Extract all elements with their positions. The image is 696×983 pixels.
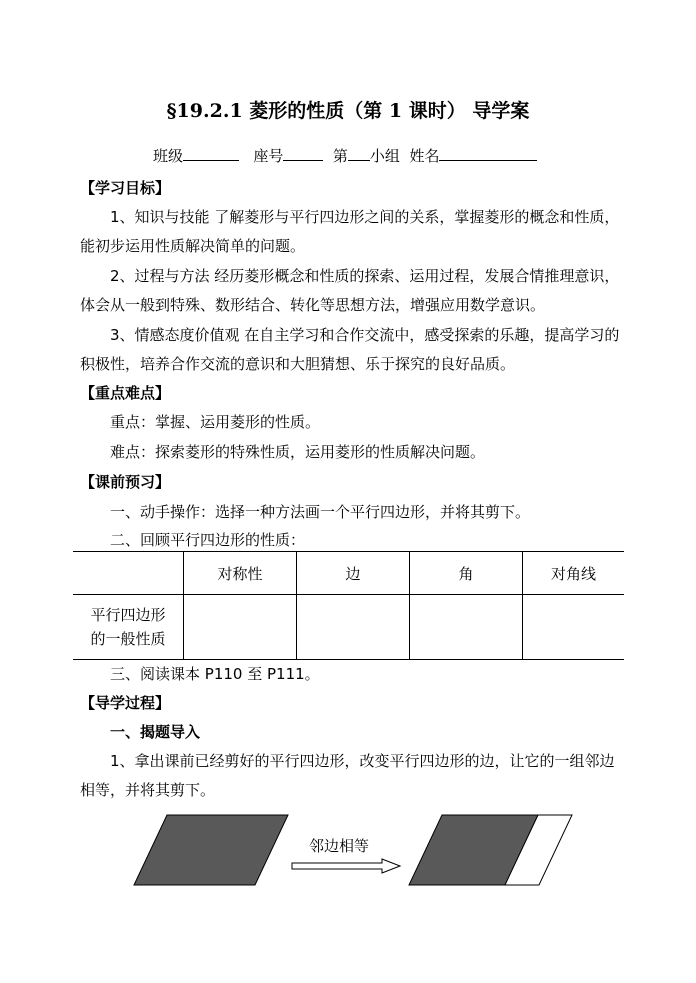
table-header-cell: 对角线 (523, 552, 625, 595)
arrow-label: 邻边相等 (309, 837, 370, 855)
table-header-cell: 边 (297, 552, 410, 595)
angles-cell[interactable] (410, 595, 523, 660)
name-label: 姓名 (409, 147, 440, 165)
preview-step-1: 一、动手操作：选择一种方法画一个平行四边形，并将其剪下。 (110, 503, 531, 521)
objective-1: 1、知识与技能 了解菱形与平行四边形之间的关系，掌握菱形的概念和性质，能初步运用性质解决简单的问题。 (80, 208, 620, 255)
seat-label: 座号 (253, 147, 284, 165)
objectives-heading: 【学习目标】 (80, 179, 171, 197)
group-blank[interactable] (348, 146, 370, 161)
group-prefix: 第 (332, 147, 348, 165)
process-sub-heading: 一、揭题导入 (110, 723, 201, 741)
preview-heading: 【课前预习】 (80, 473, 171, 491)
row-label (73, 595, 184, 660)
focus-point: 重点：掌握、运用菱形的性质。 (110, 413, 321, 431)
class-label: 班级 (153, 147, 184, 165)
right-arrow-icon (292, 859, 400, 873)
table-header-cell: 角 (410, 552, 523, 595)
student-info-line (153, 146, 537, 166)
preview-step-3: 三、阅读课本 P110 至 P111。 (110, 665, 320, 683)
preview-step-2: 二、回顾平行四边形的性质： (110, 531, 306, 549)
objective-2: 2、过程与方法 经历菱形概念和性质的探索、运用过程，发展合情推理意识，体会从一般到特殊、数形结合、转化等思想方法，增强应用数学意识。 (80, 267, 620, 314)
parallelogram-properties-table (73, 551, 624, 660)
symmetry-cell[interactable] (184, 595, 297, 660)
process-item-1: 1、拿出课前已经剪好的平行四边形，改变平行四边形的边，让它的一组邻边相等，并将其剪下。 (80, 752, 615, 799)
page-title: §19.2.1 菱形的性质（第 1 课时） 导学案 (166, 100, 530, 122)
table-header-cell: 对称性 (184, 552, 297, 595)
row-label-line-2: 的一般性质 (90, 630, 166, 648)
parallelogram-to-rhombus-diagram (120, 805, 600, 900)
seat-blank[interactable] (283, 146, 323, 161)
table-header-row (73, 552, 624, 595)
group-suffix: 小组 (369, 147, 400, 165)
row-label-line-1: 平行四边形 (90, 606, 166, 624)
table-header-cell (73, 552, 184, 595)
sides-cell[interactable] (297, 595, 410, 660)
table-row (73, 595, 624, 660)
objective-3: 3、情感态度价值观 在自主学习和合作交流中，感受探索的乐趣，提高学习的积极性，培养合作交流的意识和大胆猜想、乐于探究的良好品质。 (80, 326, 620, 373)
difficulty-point: 难点：探索菱形的特殊性质，运用菱形的性质解决问题。 (110, 443, 486, 461)
class-blank[interactable] (183, 146, 239, 161)
name-blank[interactable] (439, 146, 537, 161)
original-parallelogram (134, 815, 288, 885)
diagonals-cell[interactable] (523, 595, 625, 660)
key-points-heading: 【重点难点】 (80, 384, 171, 402)
process-heading: 【导学过程】 (80, 694, 171, 712)
